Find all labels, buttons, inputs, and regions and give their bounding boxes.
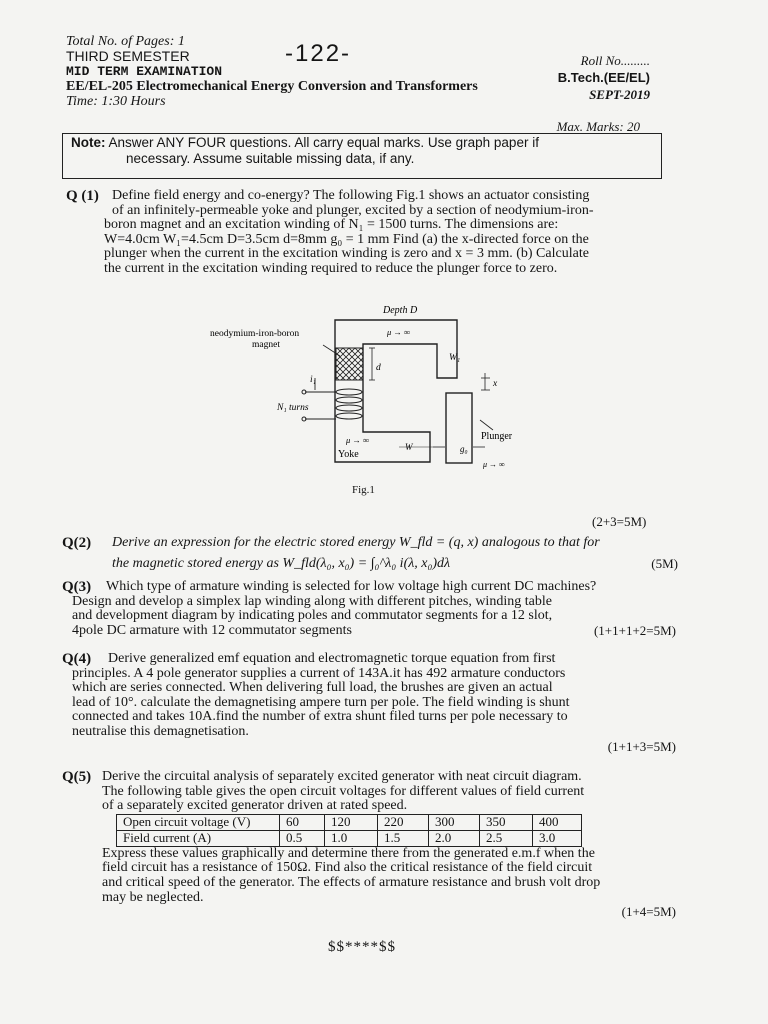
fig-d-label: d	[376, 363, 381, 373]
q4-line: principles. A 4 pole generator supplies a current of 143A.it has 492 armature conductors	[72, 665, 566, 681]
plunger-block	[446, 393, 472, 463]
table-cell: 0.5	[280, 830, 325, 846]
table-cell: 400	[533, 814, 582, 830]
fig-w1-label: W₁	[449, 353, 461, 363]
q5-marks: (1+4=5M)	[621, 904, 676, 920]
table-cell: 2.0	[429, 830, 480, 846]
q3-line: Design and develop a simplex lap winding along with different pitches, winding table	[72, 593, 552, 609]
q5-line: field circuit has a resistance of 150Ω. Find also the critical resistance of the field circuit	[102, 860, 593, 876]
q4-line: which are series connected. When delivering full load, the brushes are given an actual	[72, 680, 553, 696]
question-5	[62, 770, 676, 920]
q4-line: connected and takes 10A.find the number of extra shunt filed turns per pole necessary to	[72, 709, 568, 725]
handwritten-code: -122-	[285, 40, 352, 67]
q1-label: Q (1)	[66, 188, 99, 204]
q4-line: neutralise this demagnetisation.	[72, 723, 249, 739]
table-cell: 1.0	[325, 830, 378, 846]
note-line-1: Answer ANY FOUR questions. All carry equal marks. Use graph paper if	[108, 135, 539, 150]
q3-line: and development diagram by indicating poles and commutator segments for a 12 slot,	[72, 608, 553, 624]
q3-line: Which type of armature winding is selected for low voltage high current DC machines?	[106, 579, 597, 594]
table-row	[117, 814, 582, 830]
fig-g0-label: g₀	[460, 444, 468, 454]
table-cell: 3.0	[533, 830, 582, 846]
q1-marks: (2+3=5M)	[592, 514, 647, 529]
table-cell: 300	[429, 814, 480, 830]
q1-line: W=4.0cm W₁=4.5cm D=3.5cm d=8mm g₀ = 1 mm Find (a) the x-directed force on the	[104, 231, 589, 247]
fig-mu-top-label: μ → ∞	[387, 327, 411, 337]
fig-w-label: W	[405, 442, 413, 452]
table-cell: 60	[280, 814, 325, 830]
program: B.Tech.(EE/EL)	[557, 70, 650, 85]
q3-line: 4pole DC armature with 12 commutator segments	[72, 622, 352, 638]
q1-line: of an infinitely-permeable yoke and plunger, excited by a section of neodymium-iron-	[112, 202, 594, 218]
excitation-coil	[336, 389, 362, 419]
fig-mu-yoke-label: μ → ∞	[346, 435, 370, 445]
q1-line: boron magnet and an excitation winding of N₁ = 1500 turns. The dimensions are:	[104, 217, 559, 233]
table-cell: 350	[480, 814, 533, 830]
fig-magnet-label-1: neodymium-iron-boron	[210, 329, 300, 339]
question-2	[62, 536, 678, 571]
q2-line-2: the magnetic stored energy as W_fld(λ₀, x₀) = ∫₀^λ₀ i(λ, x₀)dλ	[112, 555, 451, 571]
max-marks: Max. Marks: 20	[556, 119, 640, 134]
table-cell: 1.5	[378, 830, 429, 846]
q4-line: Derive generalized emf equation and electromagnetic torque equation from first	[108, 651, 556, 666]
q3-label: Q(3)	[62, 579, 92, 595]
q5-line: may be neglected.	[102, 889, 204, 905]
roll-no: Roll No.........	[580, 53, 650, 68]
fig-magnet-label-2: magnet	[252, 340, 280, 350]
q3-marks: (1+1+1+2=5M)	[593, 622, 676, 638]
note-label: Note:	[71, 135, 106, 150]
semester: THIRD SEMESTER	[66, 48, 190, 64]
session: SEPT-2019	[589, 87, 650, 102]
instructions-note	[62, 133, 662, 179]
table-cell: 2.5	[480, 830, 533, 846]
fig-plunger-label: Plunger	[481, 431, 513, 442]
q5-line: and critical speed of the generator. The effects of armature resistance and brush volt drop	[102, 874, 601, 890]
note-line-2: necessary. Assume suitable missing data, if any.	[126, 151, 415, 166]
figure-1-actuator	[205, 300, 535, 500]
q1-line: plunger when the current in the excitation winding is zero and x = 3 mm. (b) Calculate	[104, 246, 589, 262]
exam-header-left	[66, 34, 478, 109]
table-header-cell: Field current (A)	[117, 830, 280, 846]
q1-line: Define field energy and co-energy? The following Fig.1 shows an actuator consisting	[112, 188, 590, 203]
fig-current-label: i₁	[310, 375, 316, 385]
exam-time: Time: 1:30 Hours	[66, 94, 166, 109]
q5-label: Q(5)	[62, 769, 92, 785]
q5-line: of a separately excited generator driven at rated speed.	[102, 798, 408, 814]
question-4	[62, 652, 676, 754]
q5-line: Derive the circuital analysis of separately excited generator with neat circuit diagram.	[102, 769, 582, 784]
q5-line: Express these values graphically and determine there from the generated e.m.f when the	[102, 845, 595, 861]
table-row	[117, 830, 582, 846]
question-1	[66, 189, 676, 277]
q4-line: lead of 10°. calculate the demagnetising ampere turn per pole. The field winding is shunt	[72, 694, 570, 710]
table-cell: 120	[325, 814, 378, 830]
total-pages: Total No. of Pages: 1	[66, 34, 185, 49]
q1-line: the current in the excitation winding required to reduce the plunger force to zero.	[104, 260, 558, 276]
q5-line: The following table gives the open circuit voltages for different values of field current	[102, 783, 585, 799]
fig-mu-plunger-label: μ → ∞	[483, 460, 505, 469]
occ-table	[116, 814, 582, 847]
fig-x-label: x	[493, 379, 498, 389]
table-cell: 220	[378, 814, 429, 830]
question-3	[62, 580, 676, 638]
table-header-cell: Open circuit voltage (V)	[117, 814, 280, 830]
q4-label: Q(4)	[62, 651, 92, 667]
fig-yoke-label: Yoke	[338, 449, 359, 460]
magnet-block	[336, 348, 363, 380]
q2-marks: (5M)	[651, 555, 678, 571]
q2-label: Q(2)	[62, 535, 92, 551]
exam-title: MID TERM EXAMINATION	[66, 64, 223, 79]
exam-header-right	[558, 52, 650, 103]
q4-marks: (1+1+3=5M)	[607, 738, 676, 754]
figure-caption: Fig.1	[352, 484, 375, 496]
fig-depth-label: Depth D	[383, 305, 418, 316]
course-title: EE/EL-205 Electromechanical Energy Conversion and Transformers	[66, 79, 478, 94]
fig-turns-label: N₁ turns	[277, 403, 309, 413]
page-footer: $$****$$	[328, 939, 396, 955]
q2-line-1: Derive an expression for the electric stored energy W_fld = (q, x) analogous to that for	[112, 535, 600, 550]
